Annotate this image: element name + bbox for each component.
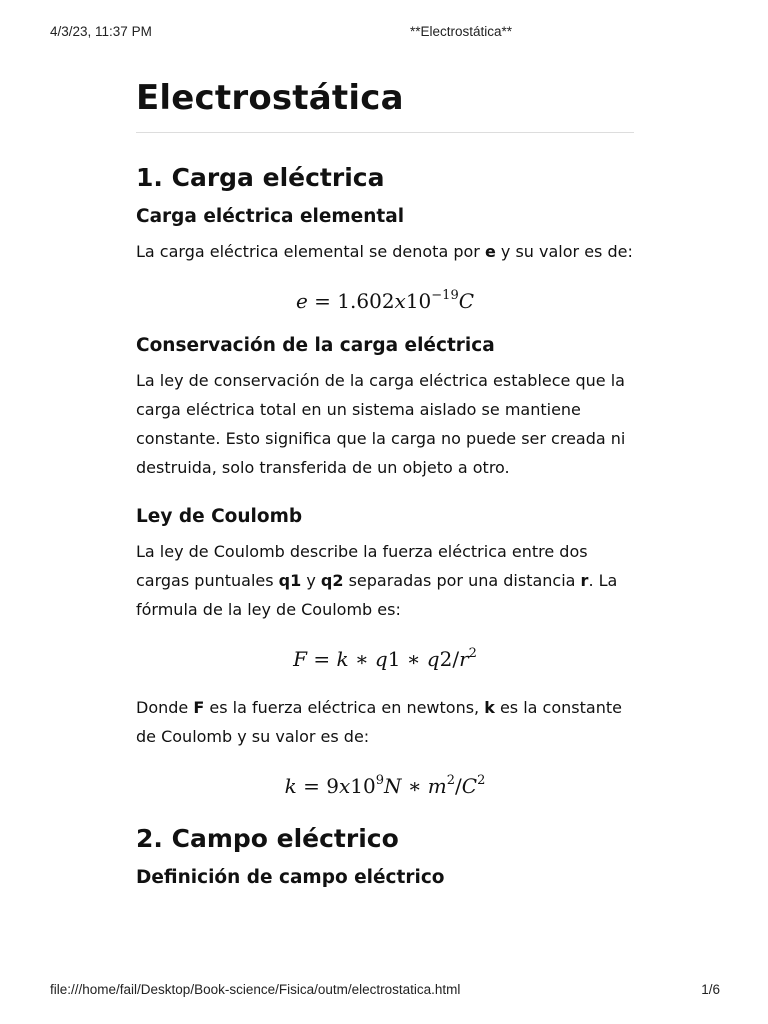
equation-coulomb-constant: $k = 9x10^9N$ ∗ $m^2/C^2$ — [284, 773, 486, 798]
subsection-heading-carga-elemental: Carga eléctrica elemental — [136, 206, 405, 227]
print-title: **Electrostática** — [410, 24, 513, 39]
subsection-heading-definicion-campo: Definición de campo eléctrico — [136, 867, 445, 888]
page-title: Electrostática — [136, 78, 634, 133]
print-footer — [50, 982, 720, 1002]
print-datetime: 4/3/23, 11:37 PM — [50, 24, 152, 39]
equation-elementary-charge: $e = 1.602x10^{-19}C$ — [295, 288, 475, 313]
print-page-number: 1/6 — [701, 982, 720, 997]
section-heading-carga-electrica: 1. Carga eléctrica — [136, 163, 385, 192]
print-header — [50, 24, 720, 44]
paragraph-coulomb: La ley de Coulomb describe la fuerza eléctrica entre dos cargas puntuales q1 y q2 separadas por una distancia r. La fórmula de la ley de Coulomb es: — [136, 542, 618, 619]
print-url: file:///home/fail/Desktop/Book-science/Fisica/outm/electrostatica.html — [50, 982, 461, 997]
section-heading-campo-electrico: 2. Campo eléctrico — [136, 824, 399, 853]
paragraph-carga-elemental: La carga eléctrica elemental se denota por e y su valor es de: — [136, 242, 633, 261]
paragraph-conservacion: La ley de conservación de la carga eléctrica establece que la carga eléctrica total en un sistema aislado se mantiene constante. Esto significa que la carga no puede ser creada ni destruida, solo transferida de un objeto a otro. — [136, 371, 626, 477]
subsection-heading-coulomb: Ley de Coulomb — [136, 506, 303, 527]
equation-coulomb-law: F = k ∗ q1 ∗ $q2/r^2$ — [293, 646, 477, 671]
document-content — [136, 78, 634, 898]
subsection-heading-conservacion: Conservación de la carga eléctrica — [136, 335, 495, 356]
paragraph-coulomb-constant: Donde F es la fuerza eléctrica en newtons, k es la constante de Coulomb y su valor es de: — [136, 698, 622, 746]
